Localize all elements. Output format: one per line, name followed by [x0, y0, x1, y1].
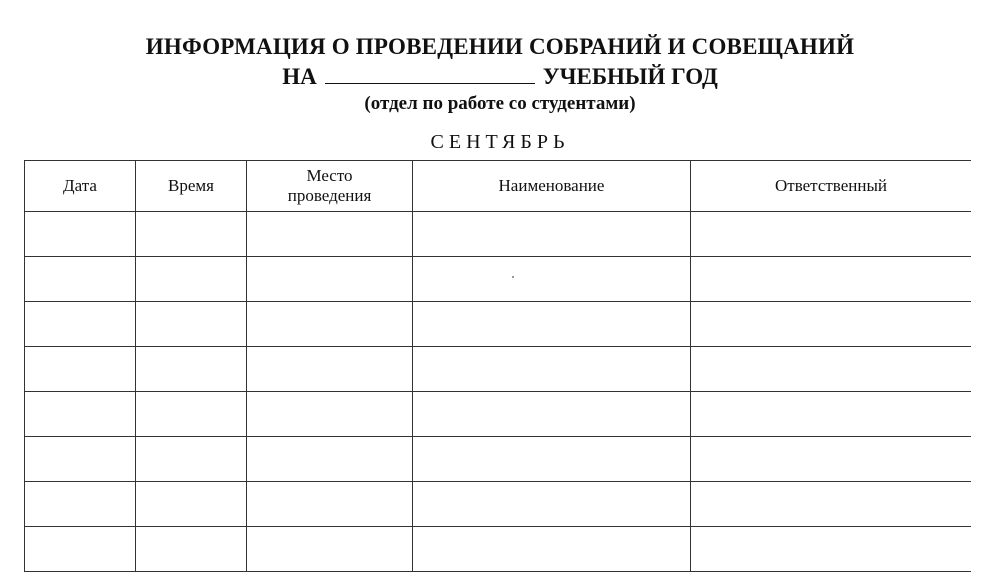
cell-responsible[interactable] — [691, 482, 972, 527]
cell-time[interactable] — [136, 257, 247, 302]
table-row — [25, 257, 972, 302]
cell-place[interactable] — [247, 392, 413, 437]
cell-responsible[interactable] — [691, 302, 972, 347]
cell-place[interactable] — [247, 527, 413, 572]
header-place-line1: Место — [306, 166, 353, 185]
cell-name[interactable] — [413, 392, 691, 437]
cell-date[interactable] — [25, 392, 136, 437]
cell-place[interactable] — [247, 437, 413, 482]
month-heading: СЕНТЯБРЬ — [430, 131, 570, 153]
cell-time[interactable] — [136, 302, 247, 347]
table-row — [25, 347, 972, 392]
cell-responsible[interactable] — [691, 527, 972, 572]
schedule-table — [24, 160, 971, 572]
cell-date[interactable] — [25, 257, 136, 302]
header-time: Время — [136, 161, 247, 212]
cell-date[interactable] — [25, 437, 136, 482]
document-subtitle: (отдел по работе со студентами) — [364, 93, 636, 114]
document-title: ИНФОРМАЦИЯ О ПРОВЕДЕНИИ СОБРАНИЙ И СОВЕЩАНИЙ — [145, 34, 855, 59]
header-place — [247, 161, 413, 212]
cell-date[interactable] — [25, 302, 136, 347]
table-row — [25, 437, 972, 482]
cell-date[interactable] — [25, 347, 136, 392]
cell-time[interactable] — [136, 482, 247, 527]
table-header-row — [25, 161, 972, 212]
table-body — [25, 212, 972, 572]
cell-name[interactable] — [413, 212, 691, 257]
cell-name[interactable] — [413, 257, 691, 302]
cell-date[interactable] — [25, 212, 136, 257]
cell-responsible[interactable] — [691, 437, 972, 482]
cell-responsible[interactable] — [691, 212, 972, 257]
header-date: Дата — [25, 161, 136, 212]
cell-name[interactable] — [413, 347, 691, 392]
cell-place[interactable] — [247, 347, 413, 392]
title-prefix: НА — [282, 64, 317, 89]
cell-place[interactable] — [247, 302, 413, 347]
table-row — [25, 212, 972, 257]
cell-place[interactable] — [247, 482, 413, 527]
year-blank-field[interactable] — [325, 63, 535, 84]
schedule-table-container — [24, 160, 971, 583]
cell-name[interactable] — [413, 437, 691, 482]
header-responsible: Ответственный — [691, 161, 972, 212]
cell-place[interactable] — [247, 257, 413, 302]
cell-time[interactable] — [136, 212, 247, 257]
cell-time[interactable] — [136, 437, 247, 482]
cell-date[interactable] — [25, 482, 136, 527]
cell-responsible[interactable] — [691, 392, 972, 437]
cell-name[interactable] — [413, 482, 691, 527]
table-row — [25, 482, 972, 527]
cell-name[interactable] — [413, 302, 691, 347]
cell-place[interactable] — [247, 212, 413, 257]
header-name: Наименование — [413, 161, 691, 212]
cell-time[interactable] — [136, 392, 247, 437]
table-row — [25, 527, 972, 572]
cell-time[interactable] — [136, 527, 247, 572]
table-row — [25, 302, 972, 347]
cell-date[interactable] — [25, 527, 136, 572]
cell-responsible[interactable] — [691, 257, 972, 302]
stray-mark — [512, 276, 514, 278]
cell-name[interactable] — [413, 527, 691, 572]
table-row — [25, 392, 972, 437]
cell-time[interactable] — [136, 347, 247, 392]
title-suffix: УЧЕБНЫЙ ГОД — [542, 64, 718, 89]
cell-responsible[interactable] — [691, 347, 972, 392]
header-place-line2: проведения — [287, 186, 372, 205]
document-title-year-line — [0, 63, 1000, 90]
